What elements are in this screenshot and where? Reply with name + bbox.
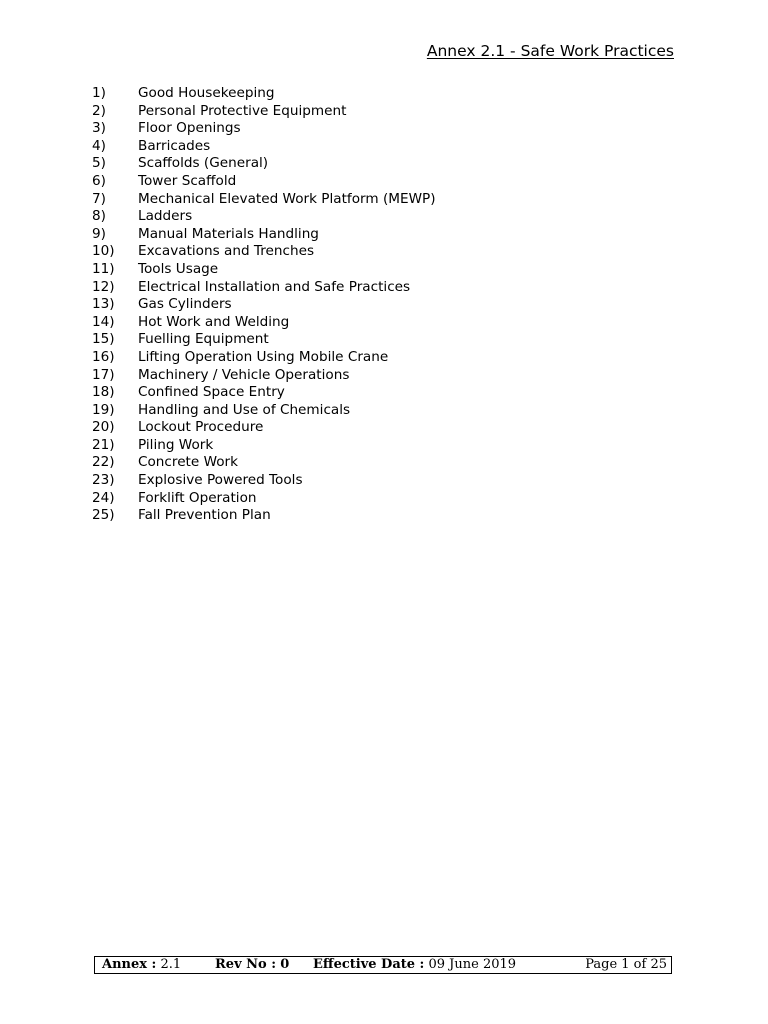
document-footer (94, 956, 672, 974)
item-label: Lifting Operation Using Mobile Crane (138, 348, 389, 365)
footer-effective-date (313, 957, 516, 973)
item-number: 23) (92, 472, 115, 489)
item-label: Hot Work and Welding (138, 313, 290, 330)
item-label: Mechanical Elevated Work Platform (MEWP) (138, 190, 436, 207)
item-number: 18) (92, 384, 115, 401)
item-number: 6) (92, 172, 106, 189)
list-item (92, 419, 436, 437)
item-number: 13) (92, 296, 115, 313)
list-item (92, 243, 436, 261)
item-label: Scaffolds (General) (138, 155, 269, 172)
item-number: 16) (92, 348, 115, 365)
list-item (92, 155, 436, 173)
item-label: Lockout Procedure (138, 419, 264, 436)
footer-rev-label: Rev No : (215, 957, 277, 972)
item-label: Explosive Powered Tools (138, 472, 303, 489)
item-label: Confined Space Entry (138, 384, 285, 401)
list-item (92, 331, 436, 349)
item-label: Good Housekeeping (138, 85, 275, 101)
item-number: 21) (92, 436, 115, 453)
item-number: 17) (92, 366, 115, 383)
item-label: Excavations and Trenches (138, 243, 315, 260)
list-item (92, 191, 436, 209)
item-number: 3) (92, 120, 106, 137)
item-label: Forklift Operation (138, 489, 257, 506)
item-label: Gas Cylinders (138, 296, 232, 313)
list-item (92, 279, 436, 297)
item-number: 19) (92, 401, 115, 418)
item-label: Concrete Work (138, 454, 238, 471)
list-item (92, 296, 436, 314)
footer-annex-label: Annex : (102, 957, 157, 972)
item-label: Machinery / Vehicle Operations (138, 366, 350, 383)
item-number: 12) (92, 278, 115, 295)
item-number: 7) (92, 190, 106, 207)
list-item (92, 454, 436, 472)
list-item (92, 226, 436, 244)
item-number: 1) (92, 85, 106, 101)
list-item (92, 384, 436, 402)
list-item (92, 437, 436, 455)
list-item (92, 138, 436, 156)
footer-page-number: Page 1 of 25 (585, 957, 667, 972)
list-item (92, 120, 436, 138)
item-label: Fall Prevention Plan (138, 507, 271, 524)
item-label: Piling Work (138, 436, 214, 453)
item-number: 15) (92, 331, 115, 348)
item-number: 10) (92, 243, 115, 260)
list-item (92, 208, 436, 226)
list-item (92, 173, 436, 191)
item-number: 25) (92, 507, 115, 524)
page-title: Annex 2.1 - Safe Work Practices (426, 42, 674, 60)
list-item (92, 349, 436, 367)
list-item (92, 490, 436, 508)
item-number: 20) (92, 419, 115, 436)
list-item (92, 367, 436, 385)
footer-date-label: Effective Date : (313, 957, 425, 972)
list-item (92, 261, 436, 279)
footer-revision (215, 957, 289, 973)
list-item (92, 402, 436, 420)
item-label: Manual Materials Handling (138, 225, 319, 242)
footer-annex-value: 2.1 (160, 957, 182, 972)
item-label: Electrical Installation and Safe Practices (138, 278, 411, 295)
item-label: Personal Protective Equipment (138, 102, 347, 119)
footer-date-value: 09 June 2019 (428, 957, 517, 972)
item-number: 8) (92, 208, 106, 225)
item-label: Barricades (138, 137, 211, 154)
list-item (92, 507, 436, 525)
item-label: Tower Scaffold (138, 172, 237, 189)
list-item (92, 472, 436, 490)
item-label: Handling and Use of Chemicals (138, 401, 351, 418)
item-number: 14) (92, 313, 115, 330)
item-number: 2) (92, 102, 106, 119)
item-number: 11) (92, 260, 115, 277)
item-number: 5) (92, 155, 106, 172)
item-number: 9) (92, 225, 106, 242)
item-number: 22) (92, 454, 115, 471)
item-label: Floor Openings (138, 120, 241, 137)
footer-rev-value: 0 (280, 957, 290, 972)
item-number: 4) (92, 137, 106, 154)
item-label: Tools Usage (138, 260, 219, 277)
item-label: Ladders (138, 208, 193, 225)
list-item (92, 314, 436, 332)
list-item (92, 85, 436, 103)
item-number: 24) (92, 489, 115, 506)
footer-annex (102, 957, 181, 973)
item-label: Fuelling Equipment (138, 331, 269, 348)
safe-work-practices-list (92, 85, 436, 525)
list-item (92, 103, 436, 121)
